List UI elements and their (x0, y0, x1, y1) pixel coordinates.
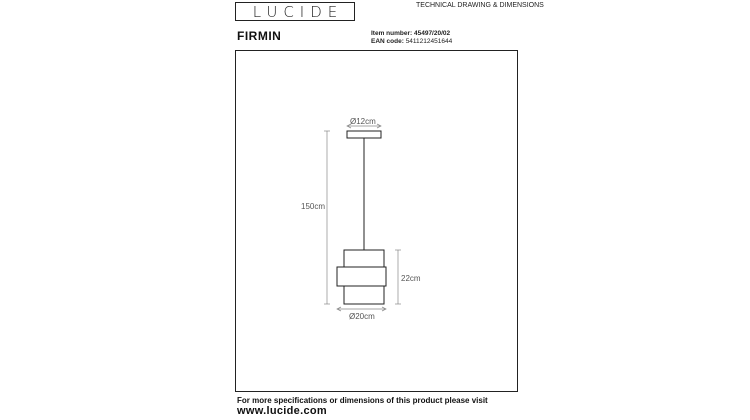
item-number-label: Item number: (371, 30, 413, 37)
item-number-row (371, 30, 452, 38)
shade-height-dimension (395, 250, 421, 304)
product-specs (371, 30, 452, 46)
shade-middle-ring (337, 267, 386, 286)
item-number-value: 45497/20/02 (413, 30, 451, 37)
lucide-logo (235, 2, 355, 21)
shade-bottom-ring (344, 286, 384, 304)
footer-info-text: For more specifications or dimensions of this product please visit (237, 396, 488, 405)
total-height-label: 150cm (301, 202, 326, 211)
drawing-frame (235, 50, 518, 392)
document-type: TECHNICAL DRAWING & DIMENSIONS (416, 2, 544, 9)
shade-diameter-dimension (337, 307, 386, 321)
technical-drawing (236, 51, 519, 393)
canopy (347, 131, 381, 138)
ean-value: 5411212451644 (405, 38, 453, 45)
canopy-diameter-label: Ø12cm (350, 117, 376, 126)
canopy-dimension (347, 117, 381, 128)
ean-row (371, 38, 452, 46)
total-height-dimension (301, 131, 330, 304)
shade-height-label: 22cm (401, 274, 421, 283)
website-link[interactable]: www.lucide.com (237, 405, 327, 417)
logo-text: LUCIDE (252, 2, 344, 21)
shade-diameter-label: Ø20cm (349, 312, 375, 321)
ean-label: EAN code: (371, 38, 404, 45)
shade-top-ring (344, 250, 384, 267)
product-name: FIRMIN (237, 29, 282, 43)
